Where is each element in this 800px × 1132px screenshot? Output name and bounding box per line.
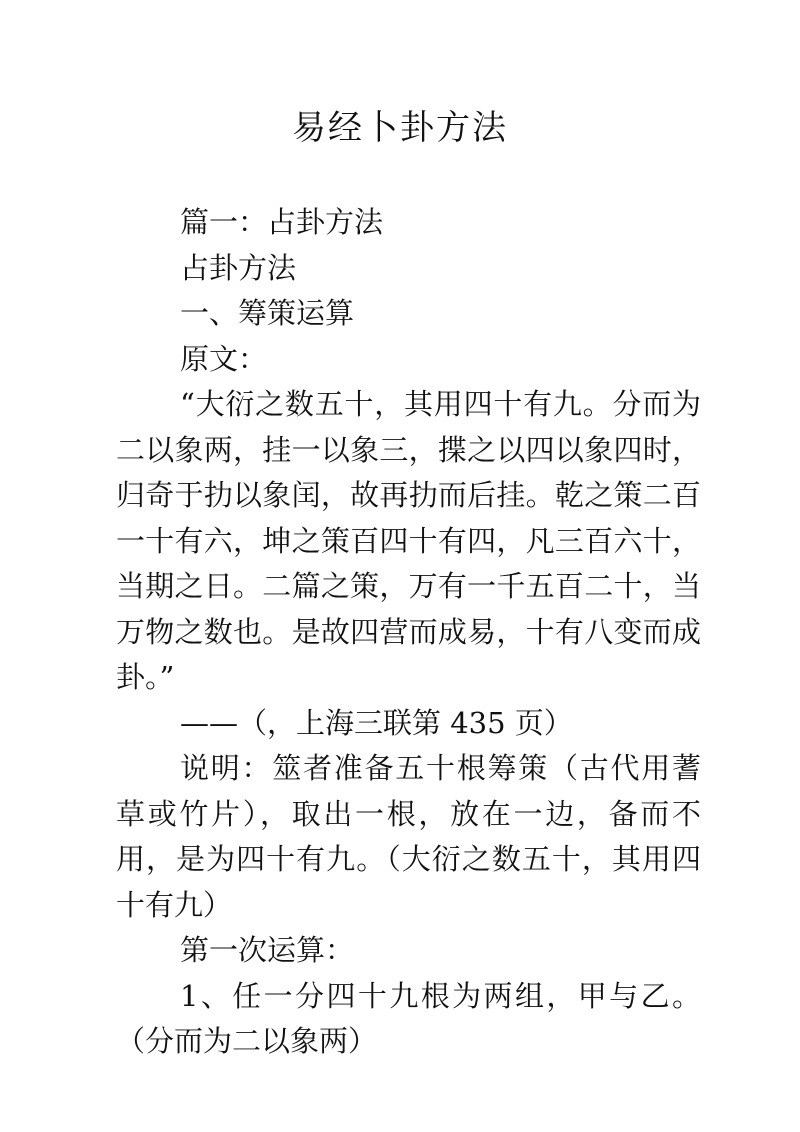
- subsection-heading: 占卦方法: [180, 250, 297, 285]
- step-heading: 第一次运算：: [180, 933, 355, 967]
- explanation-paragraph: 说明：筮者准备五十根筹策（古代用蓍草或竹片），取出一根，放在一边，备而不用，是为四十有九。（大衍之数五十，其用四十有九）: [116, 751, 701, 922]
- step-item: 1、任一分四十九根为两组，甲与乙。（分而为二以象两）: [116, 978, 701, 1058]
- citation: ——（，上海三联第 435 页）: [180, 705, 573, 740]
- original-text-label: 原文：: [180, 341, 268, 376]
- document-title: 易经卜卦方法: [292, 108, 508, 148]
- section-heading: 篇一：占卦方法: [180, 205, 384, 239]
- quoted-original-text: “大衍之数五十，其用四十有九。分而为二以象两，挂一以象三，揲之以四以象四时，归奇于扐以象闰，故再扐而后挂。乾之策二百一十有六，坤之策百四十有四，凡三百六十，当期之日。二篇之策，万有一千五百二十，当万物之数也。是故四营而成易，十有八变而成卦。”: [116, 387, 701, 694]
- numbered-heading: 一、筹策运算: [180, 296, 355, 330]
- document-body: [116, 200, 701, 1065]
